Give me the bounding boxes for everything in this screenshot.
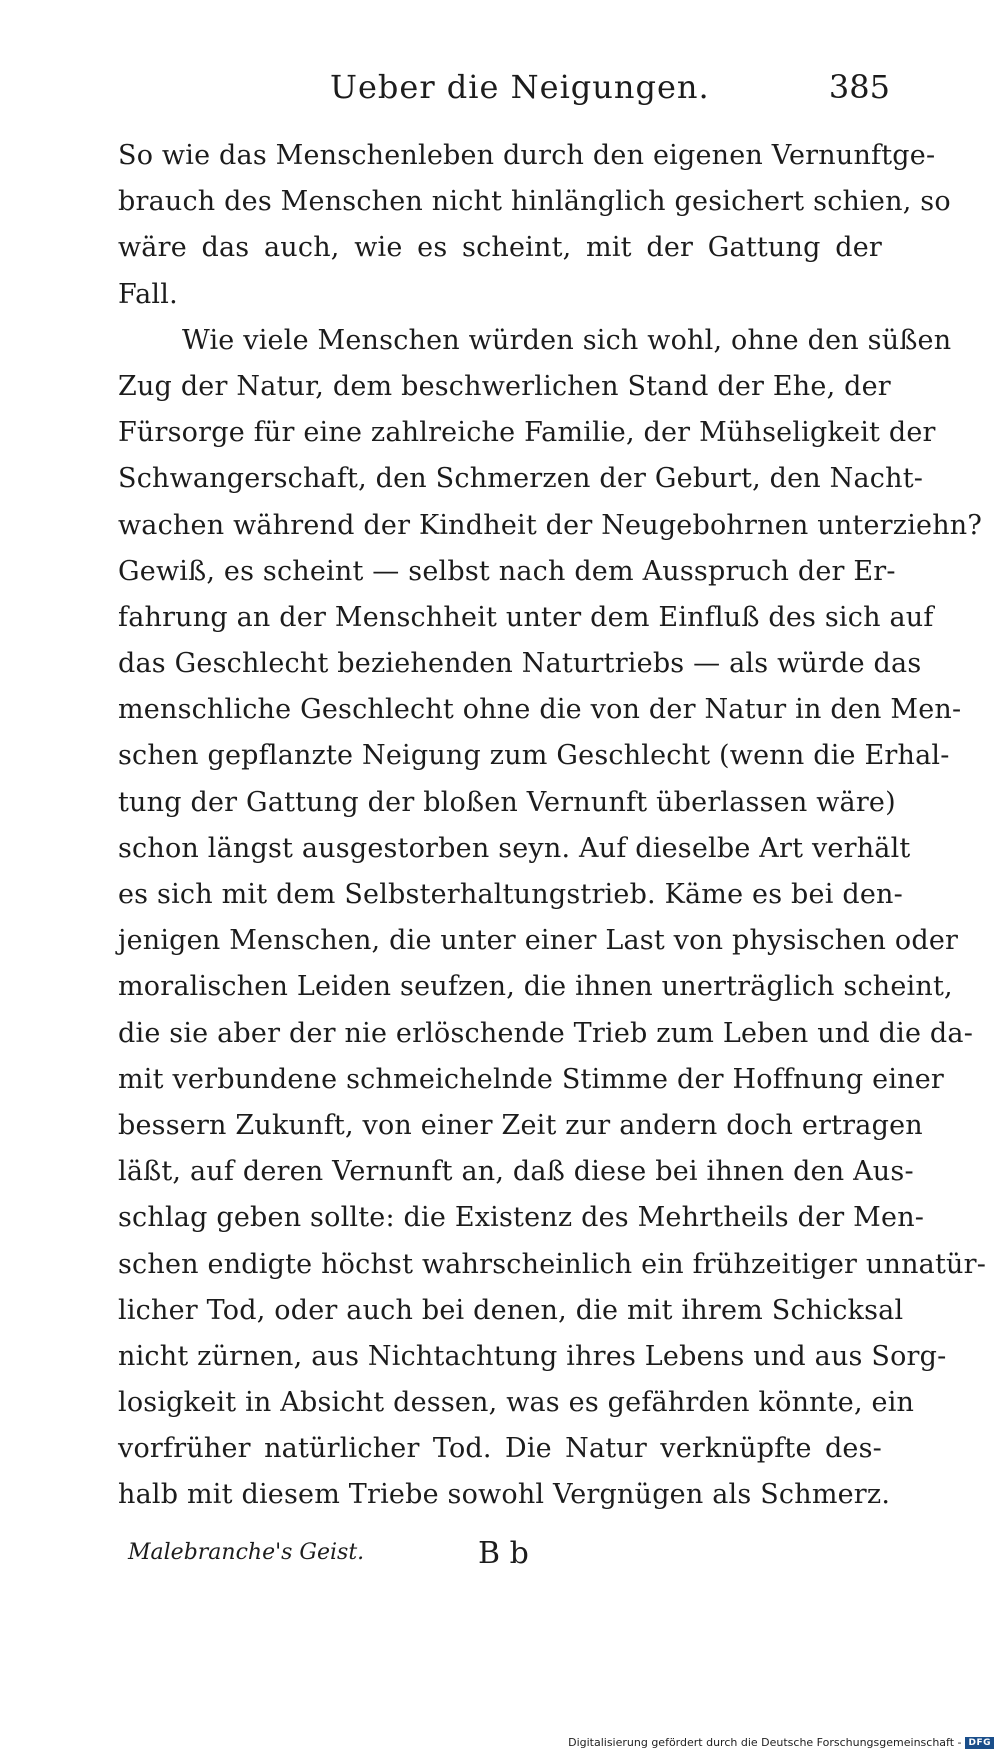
text-line: vorfrüher natürlicher Tod. Die Natur verknüpfte des-: [118, 1433, 882, 1465]
text-line: Wie viele Menschen würden sich wohl, ohne den süßen: [182, 324, 952, 356]
page-header: [110, 68, 890, 112]
signature-note: Malebranche's Geist.: [128, 1540, 365, 1565]
text-line: halb mit diesem Triebe sowohl Vergnügen als Schmerz.: [118, 1479, 891, 1511]
text-line: schen endigte höchst wahrscheinlich ein frühzeitiger unnatür-: [118, 1248, 987, 1280]
text-line: fahrung an der Menschheit unter dem Einfluß des sich auf: [118, 601, 934, 633]
text-line: So wie das Menschenleben durch den eigenen Vernunftge-: [118, 140, 936, 171]
digitization-credit: [568, 1736, 994, 1749]
text-line: Fürsorge für eine zahlreiche Familie, der Mühseligkeit der: [118, 417, 936, 449]
text-line: läßt, auf deren Vernunft an, daß diese bei ihnen den Aus-: [118, 1156, 914, 1188]
text-line: wachen während der Kindheit der Neugebohrnen unterziehn?: [118, 509, 983, 541]
signature-mark: B b: [478, 1536, 529, 1571]
text-line: es sich mit dem Selbsterhaltungstrieb. Käme es bei den-: [118, 879, 903, 910]
text-line: losigkeit in Absicht dessen, was es gefährden könnte, ein: [118, 1387, 915, 1419]
text-line: das Geschlecht beziehenden Naturtriebs — als würde das: [118, 648, 922, 680]
text-line: Gewiß, es scheint — selbst nach dem Ausspruch der Er-: [118, 555, 896, 587]
text-line: schon längst ausgestorben seyn. Auf dieselbe Art verhält: [118, 832, 911, 864]
text-line: schlag geben sollte: die Existenz des Mehrtheils der Men-: [118, 1202, 925, 1234]
text-line: wäre das auch, wie es scheint, mit der Gattung der: [118, 232, 882, 264]
text-line: menschliche Geschlecht ohne die von der Natur in den Men-: [118, 694, 962, 726]
text-line: nicht zürnen, aus Nichtachtung ihres Lebens und aus Sorg-: [118, 1340, 947, 1372]
running-title: Ueber die Neigungen.: [330, 68, 710, 106]
text-line: bessern Zukunft, von einer Zeit zur andern doch ertragen: [118, 1109, 923, 1141]
text-line: Schwangerschaft, den Schmerzen der Geburt, den Nacht-: [118, 463, 924, 495]
text-line: die sie aber der nie erlöschende Trieb zum Leben und die da-: [118, 1017, 974, 1049]
text-line: licher Tod, oder auch bei denen, die mit ihrem Schicksal: [118, 1294, 904, 1326]
text-line: Fall.: [118, 278, 178, 310]
dfg-logo: DFG: [965, 1737, 994, 1749]
text-line: jenigen Menschen, die unter einer Last von physischen oder: [118, 925, 959, 957]
text-line: mit verbundene schmeichelnde Stimme der Hoffnung einer: [118, 1063, 945, 1095]
credit-text: Digitalisierung gefördert durch die Deutsche Forschungsgemeinschaft -: [568, 1736, 962, 1749]
page-footer: [128, 1536, 628, 1576]
text-line: brauch des Menschen nicht hinlänglich gesichert schien, so: [118, 186, 951, 218]
text-line: schen gepflanzte Neigung zum Geschlecht (wenn die Erhal-: [118, 740, 950, 772]
text-line: Zug der Natur, dem beschwerlichen Stand der Ehe, der: [118, 370, 891, 402]
text-line: moralischen Leiden seufzen, die ihnen unerträglich scheint,: [118, 971, 953, 1003]
text-line: tung der Gattung der bloßen Vernunft überlassen wäre): [118, 786, 896, 818]
body-text: [118, 133, 987, 1519]
page-number: 385: [828, 68, 890, 106]
